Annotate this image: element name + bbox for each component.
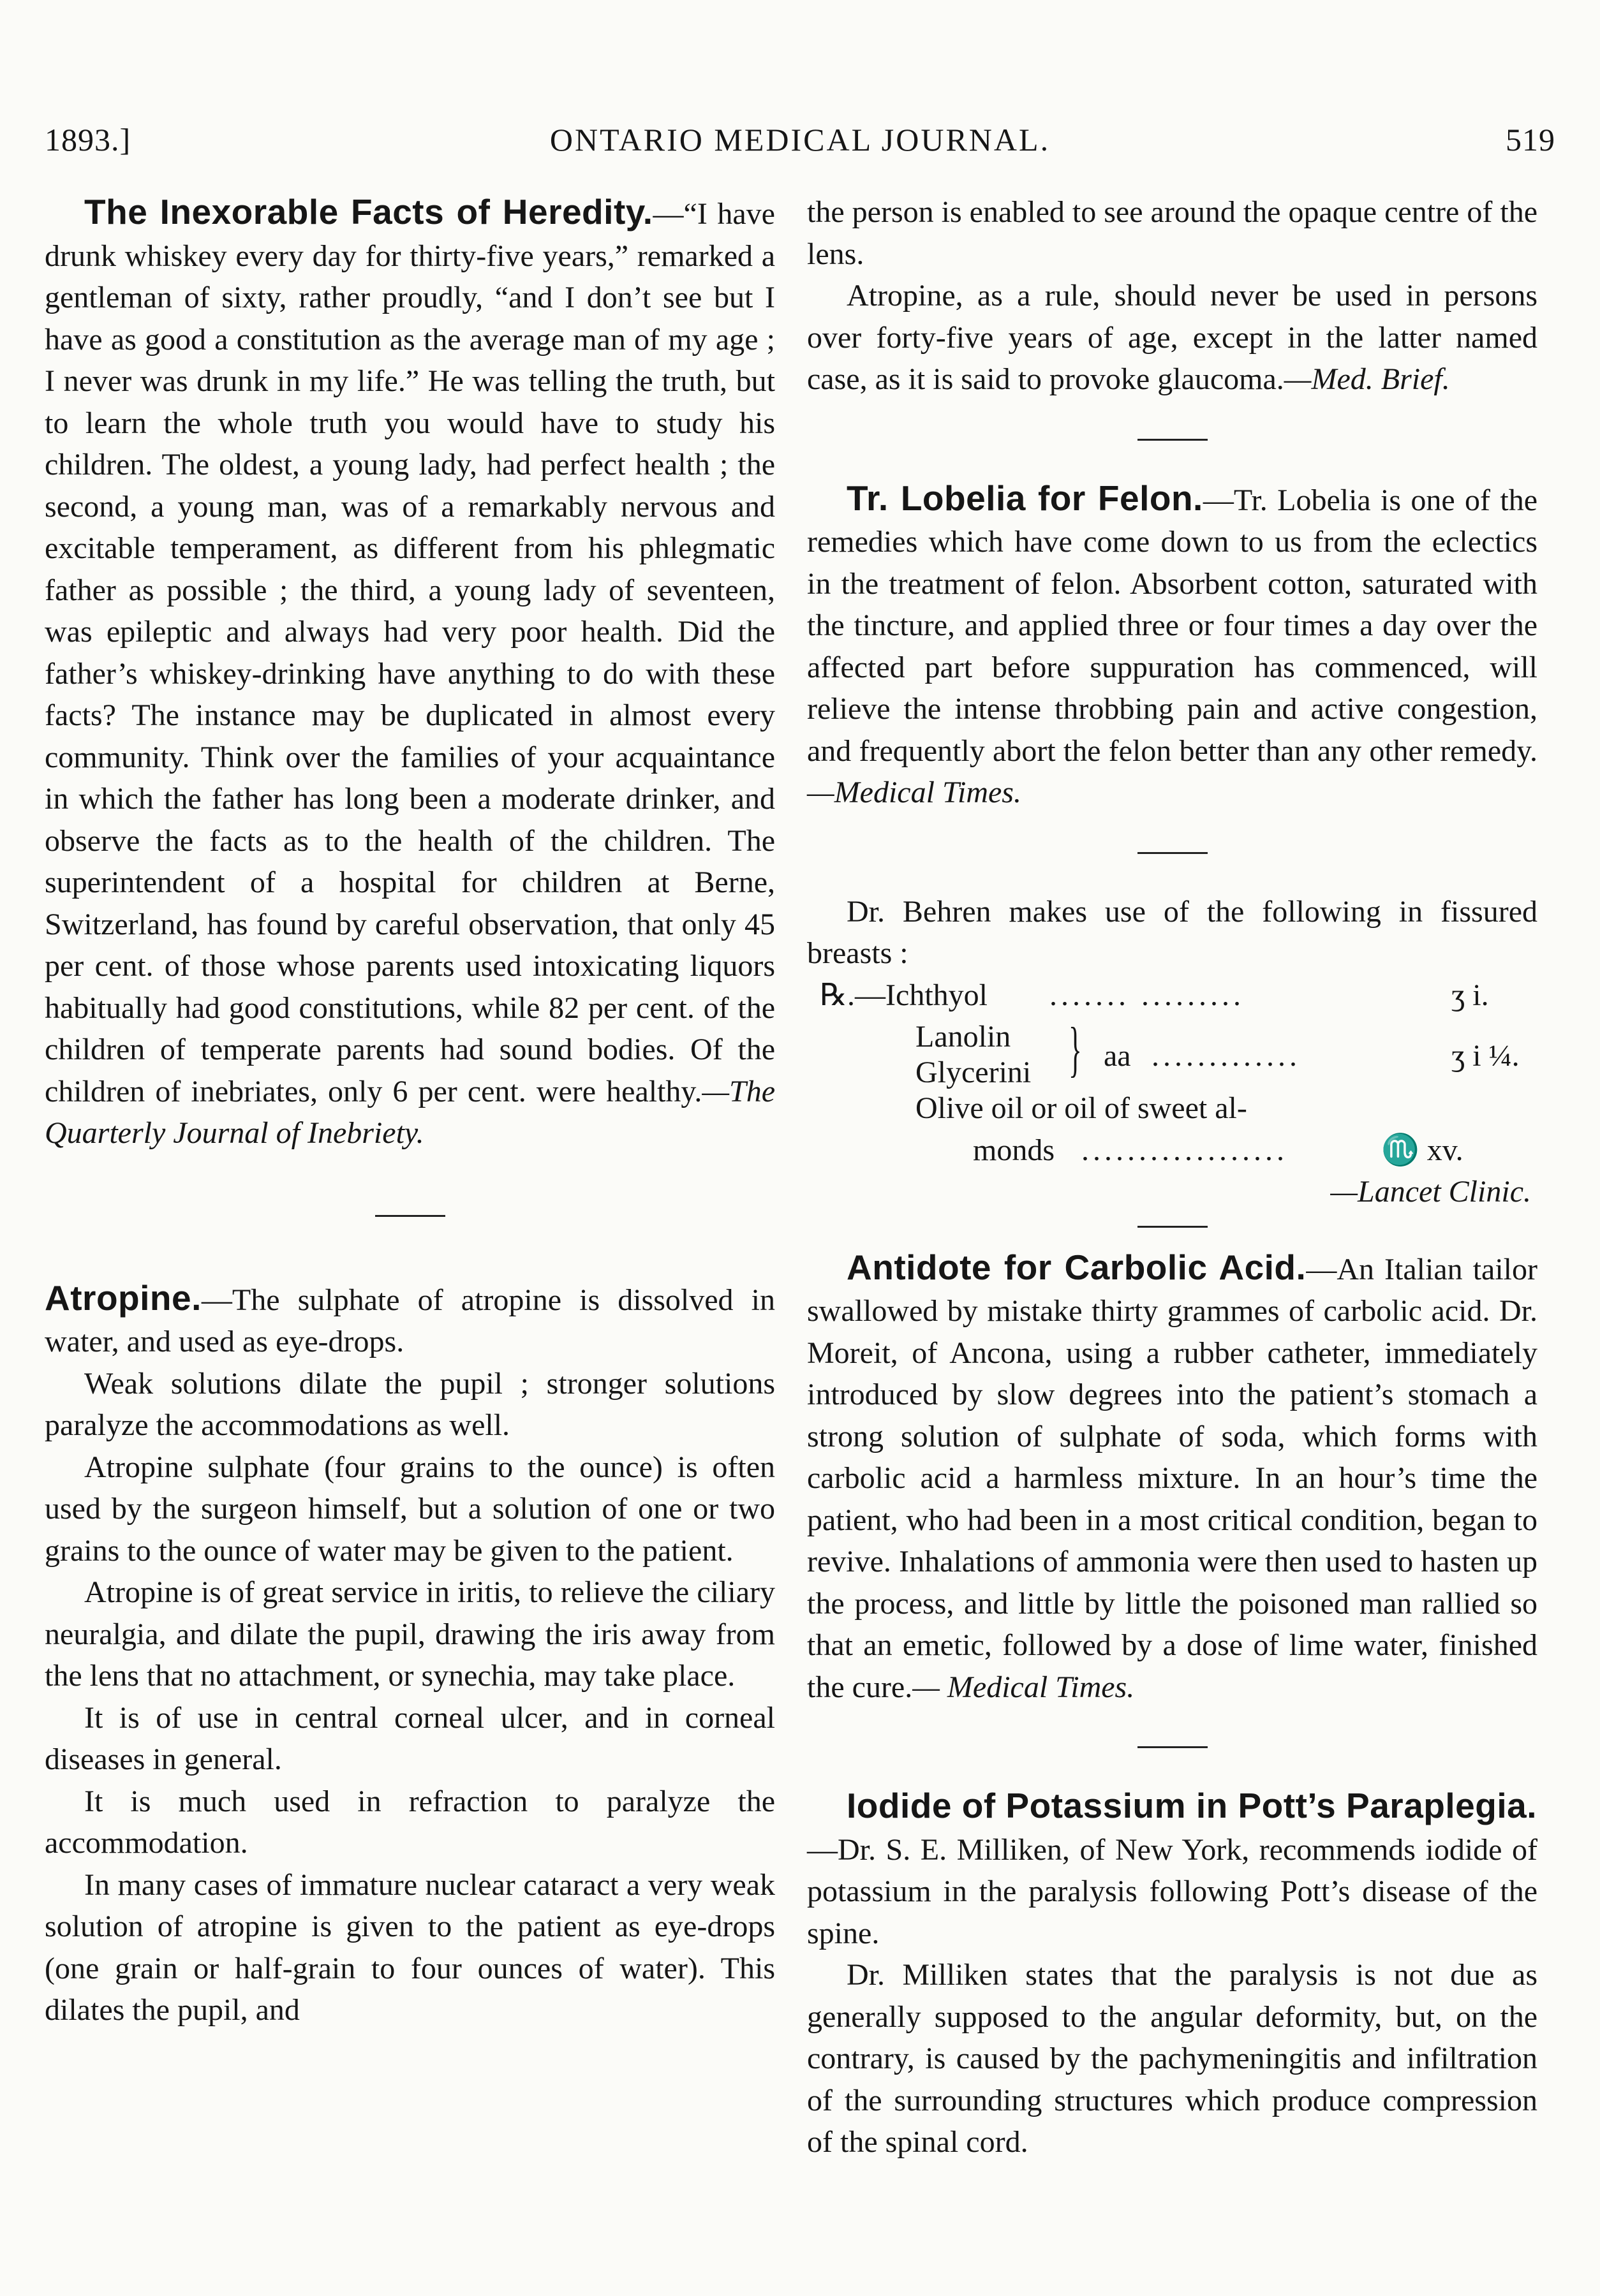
article-lobelia — [807, 478, 1537, 814]
atropine-paragraph: Weak solutions dilate the pupil ; stronger solutions paralyze the accommodations as well. — [45, 1366, 775, 1442]
left-column — [45, 191, 775, 2031]
atropine-paragraph: Atropine sulphate (four grains to the ounce) is often used by the surgeon himself, but a solution of one or two grains to the ounce of water may be given to the patient. — [45, 1450, 775, 1568]
iodide-paragraph: Dr. Milliken states that the paralysis is not due as generally supposed to the angular deformity, but, on the contrary, is caused by the pachymeningitis and infiltration of the surrounding structures which produce compression of the spinal cord. — [807, 1958, 1537, 2159]
lanolin-glycerini-dose: ʒ i ¼. — [1451, 1039, 1520, 1073]
section-divider — [1137, 852, 1208, 854]
carbolic-heading: Antidote for Carbolic Acid. — [847, 1247, 1307, 1287]
atropine-paragraph: In many cases of immature nuclear cataract a very weak solution of atropine is given to the patient as eye-drops (one grain or half-grain to four ounces of water). This dilates the pupil, and — [45, 1867, 775, 2027]
prescription-source: —Lancet Clinic. — [1330, 1175, 1531, 1209]
iodide-paragraph: —Dr. S. E. Milliken, of New York, recommends iodide of potassium in the paralysis following Pott’s disease of the spine. — [807, 1832, 1537, 1950]
rx-symbol — [820, 975, 988, 1017]
section-divider — [1137, 439, 1208, 441]
header-page-number: 519 — [1506, 122, 1555, 158]
heredity-heading: The Inexorable Facts of Heredity. — [84, 192, 653, 232]
lobelia-heading: Tr. Lobelia for Felon. — [847, 478, 1203, 518]
atropine-paragraph: It is much used in refraction to paralyze the accommodation. — [45, 1784, 775, 1860]
iodide-heading-line — [807, 1785, 1537, 1829]
atropine-paragraph: It is of use in central corneal ulcer, and in corneal diseases in general. — [45, 1700, 775, 1776]
atropine-source: —Med. Brief. — [1284, 362, 1450, 396]
prescription-line-ichthyol — [807, 975, 1537, 1017]
ichthyol-label: —Ichthyol — [855, 978, 988, 1012]
monds-label: monds — [973, 1133, 1055, 1167]
prescription-line-olive-oil — [807, 1087, 1537, 1130]
atropine-intro: —The sulphate of atropine is dissolved in water, and used as eye-drops. — [45, 1283, 775, 1358]
article-iodide — [807, 1785, 1537, 2163]
leader-dots: ............. — [1152, 1039, 1301, 1073]
header-journal-title: ONTARIO MEDICAL JOURNAL. — [549, 122, 1051, 158]
lanolin-label: Lanolin — [915, 1020, 1011, 1054]
atropine-continued-paragraph — [807, 275, 1537, 401]
iodide-heading: Iodide of Potassium in Pott’s Paraplegia. — [847, 1786, 1537, 1825]
aa-label: aa — [1104, 1039, 1131, 1073]
rx-symbol-text: ℞. — [820, 978, 856, 1012]
leader-dots: ....... ......... — [1049, 978, 1245, 1012]
atropine-paragraph — [45, 1277, 775, 1363]
prescription-intro: Dr. Behren makes use of the following in fissured breasts : — [807, 894, 1537, 970]
atropine-heading: Atropine. — [45, 1277, 202, 1318]
atropine-paragraph: Atropine is of great service in iritis, to relieve the ciliary neuralgia, and dilate the pupil, drawing the iris away from the lens that no attachment, or synechia, may take place. — [45, 1575, 775, 1693]
article-prescription — [807, 891, 1537, 1213]
heredity-body: —“I have drunk whiskey every day for thirty-five years,” remarked a gentleman of sixty, rather proudly, “and I don’t see but I have as good a constitution as the average man of my age ; I never was drunk in my life.” He was telling the truth, but to learn the whole truth you would have to study his children. The oldest, a young lady, had perfect health ; the second, a young man, was of a remarkably nervous and excitable temperament, as different from his phlegmatic father as possible ; the third, a young lady of seventeen, was epileptic and always had very poor health. Did the father’s whiskey-drinking have anything to do with these facts? The instance may be duplicated in almost every community. Think over the families of your acquaintance in which the father has long been a moderate drinker, and observe the facts as to the health of the children. The superintendent of a hospital for children at Berne, Switzerland, has found by careful observation, that only 45 per cent. of those whose parents used intoxicating liquors habitually had good constitutions, while 82 per cent. of the children of temperate parents had sound bodies. Of the children of inebriates, only 6 per cent. were healthy. — [45, 197, 775, 1108]
article-atropine — [45, 1277, 775, 2031]
olive-oil-dose: ♏ xv. — [1381, 1133, 1463, 1167]
carbolic-body: —An Italian tailor swallowed by mistake thirty grammes of carbolic acid. Dr. Moreit, of Ancona, using a rubber catheter, immediately introduced by slow degrees into the patient’s stomach a strong solution of sulphate of soda, which forms with carbolic acid a harmless mixture. In an hour’s time the patient, who had been in a most critical condition, began to revive. Inhalations of ammonia were then used to hasten up the process, and little by little the poisoned man rallied so that an emetic, followed by a dose of lime water, finished the cure. — [807, 1252, 1537, 1704]
glycerini-label: Glycerini — [915, 1056, 1032, 1089]
atropine-glaucoma-text: Atropine, as a rule, should never be used in persons over forty-five years of age, except in the latter named case, as it is said to provoke glaucoma. — [807, 279, 1537, 396]
lobelia-paragraph — [807, 478, 1537, 814]
lobelia-source: —Medical Times. — [807, 776, 1021, 809]
carbolic-paragraph — [807, 1247, 1537, 1709]
section-divider — [1137, 1226, 1208, 1228]
lobelia-body: —Tr. Lobelia is one of the remedies which have come down to us from the eclectics in the treatment of felon. Absorbent cotton, saturated with the tincture, and applied three or four times a day over the affected part before suppuration has commenced, will relieve the intense throbbing pain and active congestion, and frequently abort the felon better than any other remedy. — [807, 483, 1537, 768]
prescription-line-monds — [807, 1130, 1537, 1172]
atropine-continued: the person is enabled to see around the opaque centre of the lens. — [807, 195, 1537, 271]
ichthyol-dose: ʒ i. — [1451, 978, 1489, 1012]
brace-glyph: } — [1069, 1015, 1082, 1083]
article-carbolic — [807, 1247, 1537, 1709]
section-divider — [375, 1215, 445, 1217]
running-head — [45, 121, 1555, 166]
header-year: 1893.] — [45, 122, 131, 158]
article-heredity — [45, 191, 775, 1154]
leader-dots: .................. — [1081, 1133, 1288, 1167]
prescription-block — [807, 975, 1537, 1213]
olive-oil-label: Olive oil or oil of sweet al- — [915, 1091, 1247, 1125]
carbolic-source: — Medical Times. — [912, 1670, 1135, 1704]
heredity-source: —The Quarterly Journal of Inebriety. — [45, 1074, 775, 1150]
section-divider — [1137, 1746, 1208, 1748]
right-column — [807, 191, 1537, 2163]
heredity-paragraph — [45, 191, 775, 1154]
prescription-line-lanolin-glycerini — [807, 1016, 1537, 1087]
